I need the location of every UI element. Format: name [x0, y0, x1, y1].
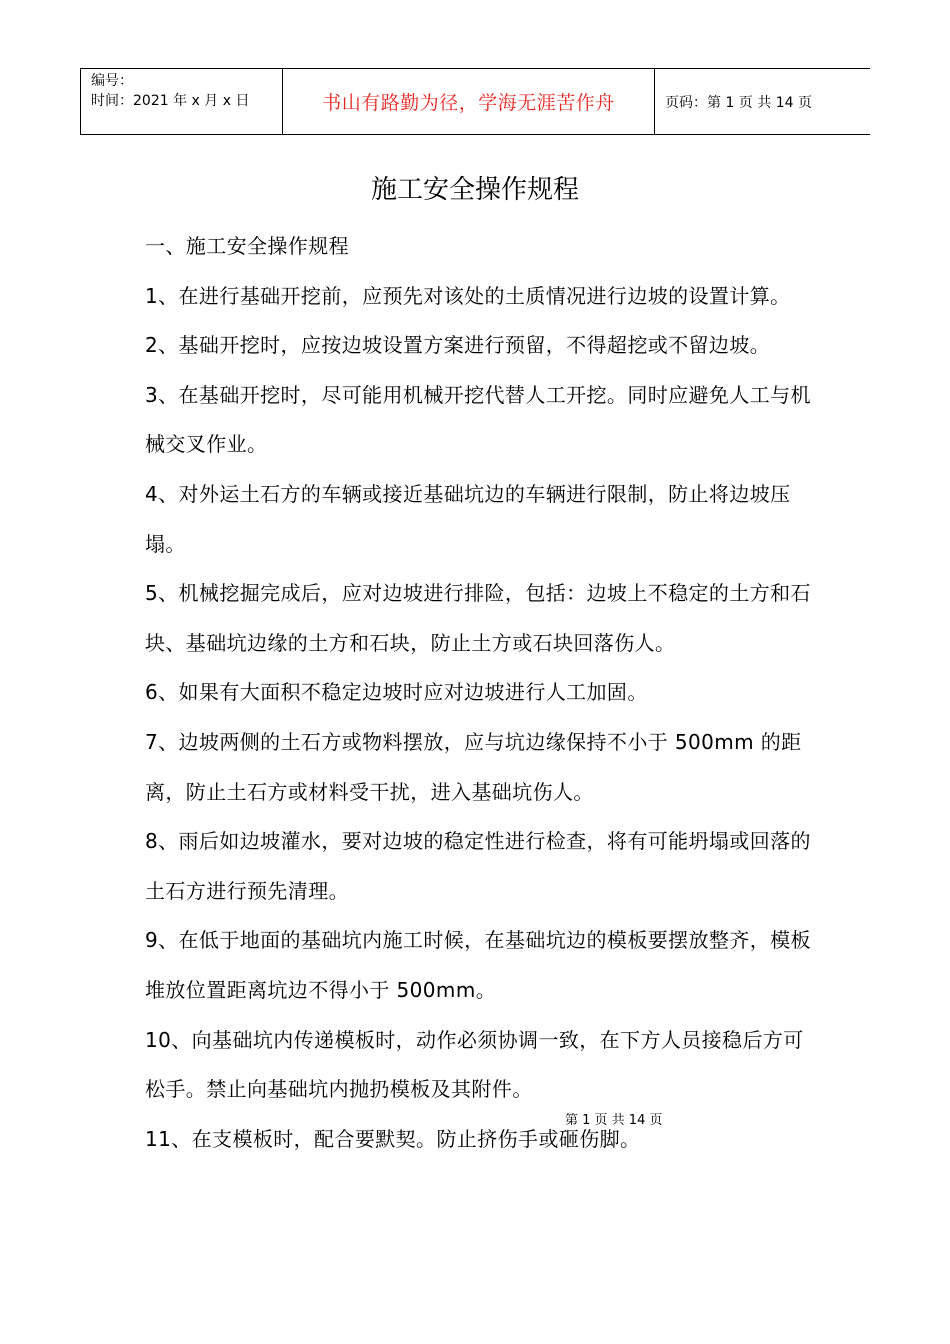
document-number-label: 编号： — [91, 73, 133, 89]
footer-page-marker: 第 1 页 共 14 页 — [565, 1113, 663, 1128]
body-paragraph: 10、向基础坑内传递模板时，动作必须协调一致，在下方人员接稳后方可松手。禁止向基础坑内抛扔模板及其附件。 — [145, 1027, 804, 1102]
document-title: 施工安全操作规程 — [370, 175, 579, 205]
document-header-table — [80, 68, 870, 135]
body-paragraph: 11、在支模板时，配合要默契。防止挤伤手或砸伤脚。 — [145, 1126, 641, 1151]
body-paragraph: 9、在低于地面的基础坑内施工时候，在基础坑边的模板要摆放整齐，模板堆放位置距离坑边不得小于 500mm。 — [145, 928, 811, 1002]
document-time-label: 时间：2021 年 x 月 x 日 — [91, 93, 250, 109]
body-paragraph: 2、基础开挖时，应按边坡设置方案进行预留，不得超挖或不留边坡。 — [145, 333, 771, 358]
header-page-cell — [655, 69, 871, 135]
body-paragraph: 1、在进行基础开挖前，应预先对该处的土质情况进行边坡的设置计算。 — [145, 283, 791, 308]
document-body — [145, 222, 815, 1164]
section-heading: 一、施工安全操作规程 — [145, 234, 349, 258]
header-motto-cell — [283, 69, 655, 135]
body-paragraph: 3、在基础开挖时，尽可能用机械开挖代替人工开挖。同时应避免人工与机械交叉作业。 — [145, 382, 811, 457]
header-page-info: 页码：第 1 页 共 14 页 — [665, 94, 812, 111]
header-motto: 书山有路勤为径，学海无涯苦作舟 — [322, 92, 615, 114]
header-meta-cell — [81, 69, 283, 135]
body-paragraph: 5、机械挖掘完成后，应对边坡进行排险，包括：边坡上不稳定的土方和石块、基础坑边缘的土方和石块，防止土方或石块回落伤人。 — [145, 581, 811, 655]
body-paragraph: 8、雨后如边坡灌水，要对边坡的稳定性进行检查，将有可能坍塌或回落的土石方进行预先清理。 — [145, 829, 811, 903]
body-paragraph: 4、对外运土石方的车辆或接近基础坑边的车辆进行限制，防止将边坡压塌。 — [145, 481, 791, 556]
body-paragraph: 6、如果有大面积不稳定边坡时应对边坡进行人工加固。 — [145, 680, 648, 705]
body-paragraph: 7、边坡两侧的土石方或物料摆放，应与坑边缘保持不小于 500mm 的距离，防止土石方或材料受干扰，进入基础坑伤人。 — [145, 729, 802, 804]
